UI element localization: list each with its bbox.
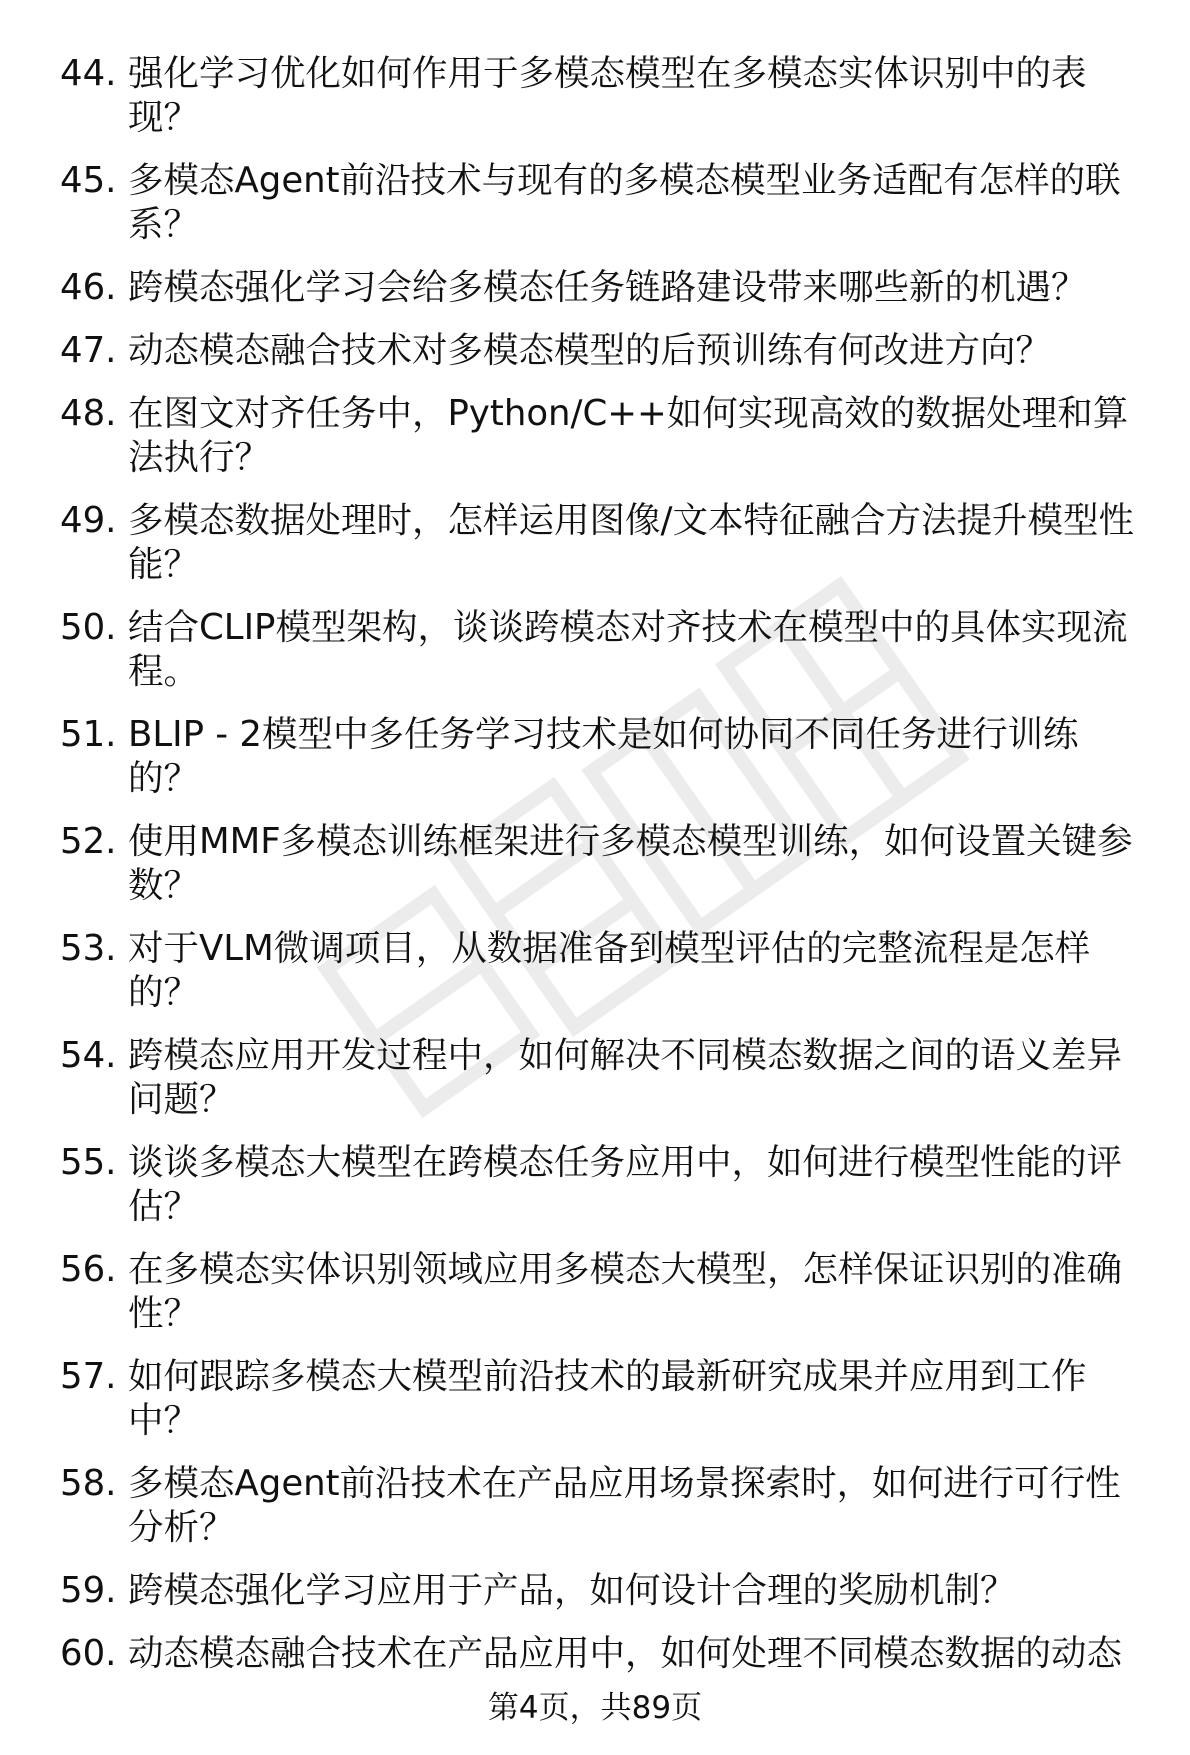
question-number: 57. <box>60 1356 117 1397</box>
question-item-52 <box>60 820 1160 908</box>
question-number: 47. <box>60 330 117 371</box>
question-item-44 <box>60 52 1160 140</box>
question-number: 59. <box>60 1570 117 1611</box>
question-item-54 <box>60 1034 1160 1122</box>
question-list <box>60 52 1160 1695</box>
question-number: 44. <box>60 53 117 94</box>
question-number: 50. <box>60 607 117 648</box>
question-number: 55. <box>60 1142 117 1183</box>
question-text: 对于VLM微调项目，从数据准备到模型评估的完整流程是怎样的？ <box>128 928 1091 1013</box>
question-text: 多模态Agent前沿技术在产品应用场景探索时，如何进行可行性分析？ <box>128 1463 1121 1548</box>
question-text: 使用MMF多模态训练框架进行多模态模型训练，如何设置关键参数？ <box>128 821 1133 906</box>
question-text: 谈谈多模态大模型在跨模态任务应用中，如何进行模型性能的评估？ <box>128 1142 1123 1227</box>
question-number: 48. <box>60 393 117 434</box>
question-text: 如何跟踪多模态大模型前沿技术的最新研究成果并应用到工作中？ <box>128 1356 1087 1441</box>
question-text: 动态模态融合技术对多模态模型的后预训练有何改进方向？ <box>128 330 1052 371</box>
question-text: 强化学习优化如何作用于多模态模型在多模态实体识别中的表现？ <box>128 53 1087 138</box>
question-number: 53. <box>60 928 117 969</box>
question-item-47 <box>60 329 1160 373</box>
question-text: 结合CLIP模型架构，谈谈跨模态对齐技术在模型中的具体实现流程。 <box>128 607 1128 692</box>
question-item-56 <box>60 1248 1160 1336</box>
question-item-49 <box>60 499 1160 587</box>
question-number: 56. <box>60 1249 117 1290</box>
question-number: 52. <box>60 821 117 862</box>
page-footer: 第4页，共89页 <box>487 1690 703 1726</box>
question-text: 在图文对齐任务中，Python/C++如何实现高效的数据处理和算法执行？ <box>128 393 1129 478</box>
question-number: 49. <box>60 500 117 541</box>
question-item-48 <box>60 392 1160 480</box>
question-text: 在多模态实体识别领域应用多模态大模型，怎样保证识别的准确性？ <box>128 1249 1123 1334</box>
question-item-50 <box>60 606 1160 694</box>
question-text: 跨模态应用开发过程中，如何解决不同模态数据之间的语义差异问题？ <box>128 1035 1123 1120</box>
question-item-60 <box>60 1632 1160 1676</box>
question-text: BLIP - 2模型中多任务学习技术是如何协同不同任务进行训练的？ <box>128 714 1079 799</box>
question-item-55 <box>60 1141 1160 1229</box>
question-item-58 <box>60 1462 1160 1550</box>
question-item-51 <box>60 713 1160 801</box>
question-number: 60. <box>60 1633 117 1674</box>
question-number: 54. <box>60 1035 117 1076</box>
question-text: 动态模态融合技术在产品应用中，如何处理不同模态数据的动态 <box>128 1633 1123 1674</box>
question-text: 跨模态强化学习会给多模态任务链路建设带来哪些新的机遇？ <box>128 267 1087 308</box>
question-item-45 <box>60 159 1160 247</box>
question-item-53 <box>60 927 1160 1015</box>
question-number: 51. <box>60 714 117 755</box>
question-text: 多模态数据处理时，怎样运用图像/文本特征融合方法提升模型性能？ <box>128 500 1134 585</box>
question-item-57 <box>60 1355 1160 1443</box>
question-number: 46. <box>60 267 117 308</box>
question-number: 58. <box>60 1463 117 1504</box>
question-item-59 <box>60 1569 1160 1613</box>
question-item-46 <box>60 266 1160 310</box>
question-text: 多模态Agent前沿技术与现有的多模态模型业务适配有怎样的联系？ <box>128 160 1121 245</box>
question-number: 45. <box>60 160 117 201</box>
question-text: 跨模态强化学习应用于产品，如何设计合理的奖励机制？ <box>128 1570 1016 1611</box>
